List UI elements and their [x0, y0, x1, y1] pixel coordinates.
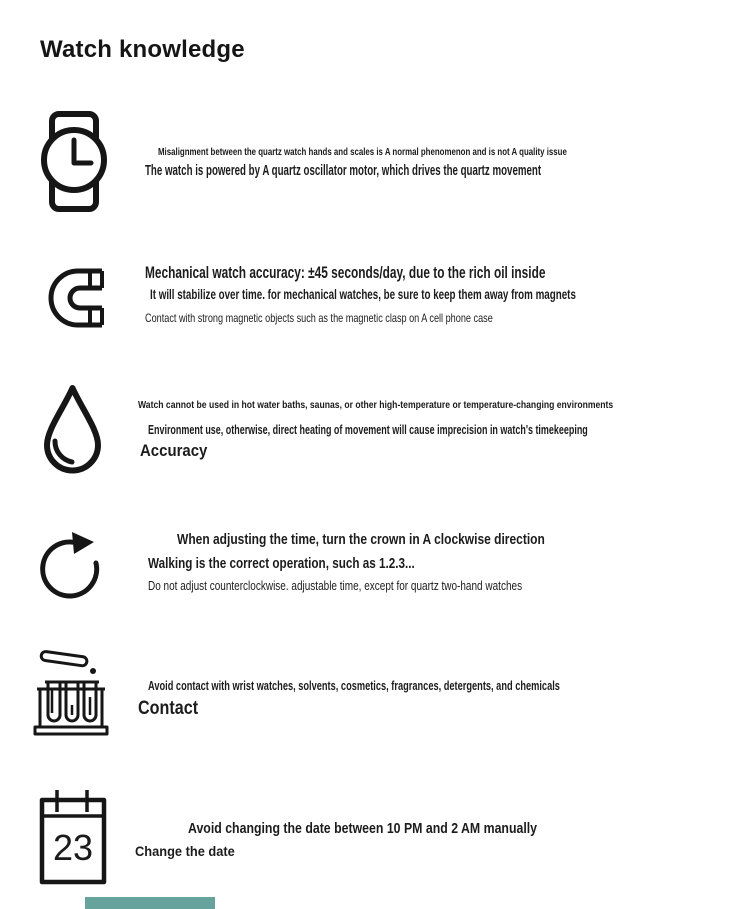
page-title: Watch knowledge: [40, 36, 245, 63]
text-line: Walking is the correct operation, such as 1.2.3...: [148, 555, 415, 572]
text-line: It will stabilize over time. for mechanical watches, be sure to keep them away from magnets: [150, 286, 576, 302]
text-line: The watch is powered by A quartz oscillator motor, which drives the quartz movement: [145, 163, 542, 179]
text-line: Watch cannot be used in hot water baths, saunas, or other high-temperature or temperature-changing environments: [138, 399, 614, 411]
water-drop-icon: [37, 382, 108, 477]
text-line: Accuracy: [140, 441, 208, 460]
text-line: When adjusting the time, turn the crown in A clockwise direction: [177, 531, 545, 548]
text-line: Contact: [138, 698, 199, 719]
text-line: Change the date: [135, 844, 235, 859]
text-line: Mechanical watch accuracy: ±45 seconds/day, due to the rich oil inside: [145, 264, 546, 282]
text-line: Misalignment between the quartz watch hands and scales is A normal phenomenon and is not A quality issue: [158, 146, 567, 158]
text-line: Do not adjust counterclockwise. adjustable time, except for quartz two-hand watches: [148, 579, 523, 593]
wristwatch-icon: [38, 110, 110, 213]
text-line: Environment use, otherwise, direct heating of movement will cause imprecision in watch's timekeeping: [148, 422, 588, 437]
test-tubes-icon: [33, 645, 109, 743]
text-line: Avoid changing the date between 10 PM and 2 AM manually: [188, 821, 538, 837]
text-line: Contact with strong magnetic objects such as the magnetic clasp on A cell phone case: [145, 311, 493, 325]
calendar-day-number: 23: [52, 827, 94, 868]
text-line: Avoid contact with wrist watches, solvents, cosmetics, fragrances, detergents, and chemicals: [148, 679, 560, 693]
clockwise-arrow-icon: [40, 527, 104, 607]
bottom-accent-bar: [85, 897, 215, 909]
calendar-icon: [38, 786, 108, 886]
magnet-icon: [38, 266, 106, 330]
